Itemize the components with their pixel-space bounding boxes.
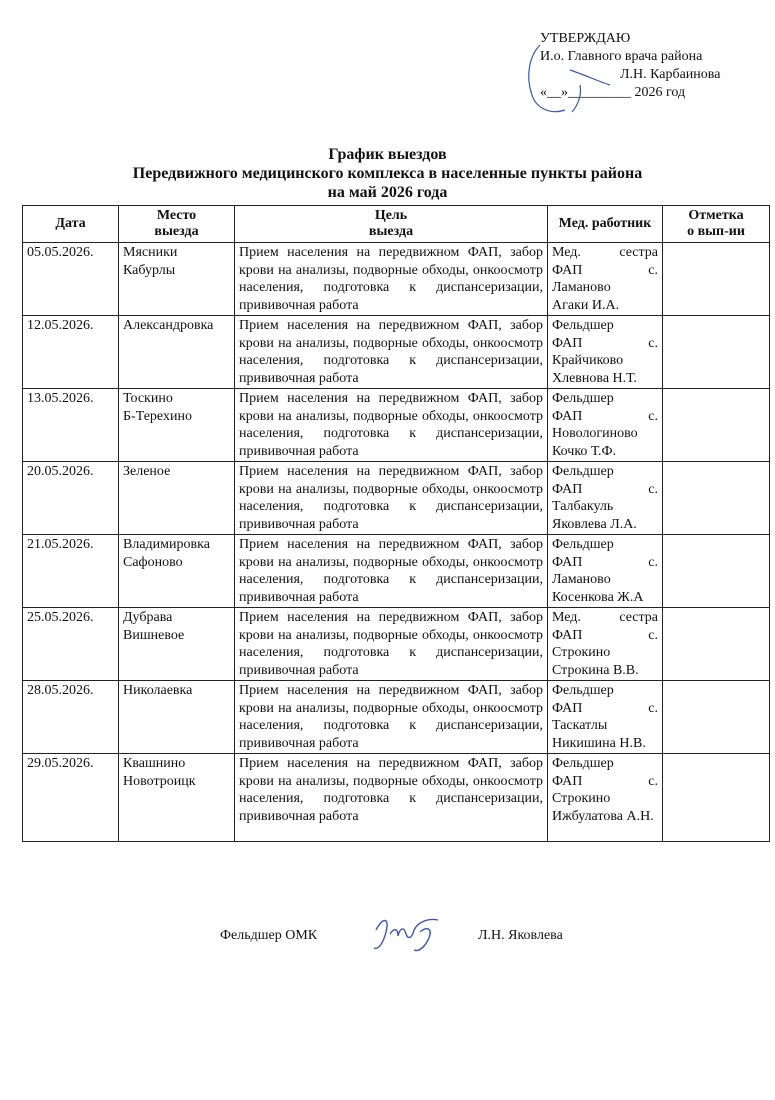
worker-name: Агаки И.А. [552, 297, 620, 313]
header-goal [235, 206, 548, 243]
worker-fap-line [552, 627, 658, 645]
cell-worker [548, 681, 663, 754]
approval-heading: УТВЕРЖДАЮ [540, 31, 631, 46]
cell-date: 12.05.2026. [23, 316, 119, 389]
worker-place: Крайчиково [552, 353, 624, 368]
worker-role-word-1: Фельдшер [552, 318, 614, 333]
worker-role-word-1: Фельдшер [552, 683, 614, 698]
cell-worker [548, 243, 663, 316]
worker-fap-word-1: ФАП [552, 554, 583, 570]
cell-date: 21.05.2026. [23, 535, 119, 608]
cell-goal: Прием населения на передвижном ФАП, забор крови на анализы, подворные обходы, онкоосмотр населения, подготовка к диспансеризации, прививочная работа [235, 316, 548, 389]
worker-role-word-1: Фельдшер [552, 391, 614, 406]
cell-goal: Прием населения на передвижном ФАП, забор крови на анализы, подворные обходы, онкоосмотр населения, подготовка к диспансеризации, прививочная работа [235, 243, 548, 316]
cell-place [119, 389, 235, 462]
cell-goal: Прием населения на передвижном ФАП, забор крови на анализы, подворные обходы, онкоосмотр населения, подготовка к диспансеризации, прививочная работа [235, 535, 548, 608]
header-place-line-2: выезда [154, 224, 199, 239]
table-row [23, 243, 770, 316]
worker-role-word-1: Фельдшер [552, 464, 614, 479]
cell-goal: Прием населения на передвижном ФАП, забор крови на анализы, подворные обходы, онкоосмотр населения, подготовка к диспансеризации, прививочная работа [235, 681, 548, 754]
worker-fap-word-1: ФАП [552, 335, 583, 351]
cell-place [119, 608, 235, 681]
worker-fap-word-1: ФАП [552, 408, 583, 424]
place-line-1: Владимировка [123, 537, 210, 552]
cell-goal: Прием населения на передвижном ФАП, забор крови на анализы, подворные обходы, онкоосмотр населения, подготовка к диспансеризации, прививочная работа [235, 608, 548, 681]
worker-place: Талбакуль [552, 499, 614, 514]
worker-name: Строкина В.В. [552, 662, 639, 678]
cell-place [119, 535, 235, 608]
cell-place [119, 754, 235, 842]
worker-fap-word-2: с. [648, 335, 658, 351]
place-line-2: Кабурлы [123, 262, 176, 278]
worker-place: Строкино [552, 645, 611, 660]
worker-fap-word-2: с. [648, 554, 658, 570]
footer-name: Л.Н. Яковлева [478, 928, 563, 943]
worker-role-line [552, 244, 658, 262]
worker-fap-line [552, 554, 658, 572]
worker-fap-line [552, 773, 658, 791]
cell-mark [663, 389, 770, 462]
worker-fap-line [552, 481, 658, 499]
table-row [23, 535, 770, 608]
worker-fap-word-2: с. [648, 700, 658, 716]
header-mark-line-1: Отметка [688, 208, 744, 223]
header-mark-line-2: о вып-ии [687, 224, 745, 239]
worker-role-word-1: Фельдшер [552, 537, 614, 552]
header-goal-line-1: Цель [374, 208, 408, 223]
worker-place: Новологиново [552, 426, 638, 441]
worker-fap-word-1: ФАП [552, 700, 583, 716]
worker-role-word-2: сестра [619, 245, 658, 260]
place-line-1: Александровка [123, 318, 214, 333]
worker-role-word-2: сестра [619, 610, 658, 625]
cell-date: 20.05.2026. [23, 462, 119, 535]
worker-role-line [552, 463, 658, 481]
worker-role-line [552, 609, 658, 627]
worker-role-word-1: Фельдшер [552, 756, 614, 771]
place-line-1: Николаевка [123, 683, 193, 698]
worker-role-line [552, 317, 658, 335]
worker-name: Кочко Т.Ф. [552, 443, 617, 459]
cell-mark [663, 316, 770, 389]
worker-place: Ламаново [552, 280, 611, 295]
worker-fap-word-1: ФАП [552, 627, 583, 643]
approval-date-line: «__»_________ 2026 год [540, 85, 686, 100]
place-line-2: Сафоново [123, 554, 183, 570]
cell-place [119, 316, 235, 389]
worker-role-line [552, 536, 658, 554]
place-line-1: Дубрава [123, 610, 173, 625]
table-header-row [23, 206, 770, 243]
header-place [119, 206, 235, 243]
worker-fap-word-2: с. [648, 408, 658, 424]
worker-fap-word-1: ФАП [552, 262, 583, 278]
cell-mark [663, 608, 770, 681]
header-mark [663, 206, 770, 243]
place-line-1: Зеленое [123, 464, 171, 479]
cell-date: 25.05.2026. [23, 608, 119, 681]
worker-fap-line [552, 335, 658, 353]
table-row [23, 754, 770, 842]
schedule-table [22, 205, 770, 842]
cell-place [119, 243, 235, 316]
cell-worker [548, 535, 663, 608]
header-place-line-1: Место [156, 208, 197, 223]
worker-name: Никишина Н.В. [552, 735, 646, 751]
cell-goal: Прием населения на передвижном ФАП, забор крови на анализы, подворные обходы, онкоосмотр населения, подготовка к диспансеризации, прививочная работа [235, 754, 548, 842]
table-row [23, 316, 770, 389]
cell-mark [663, 681, 770, 754]
footer-signature-icon [368, 910, 448, 955]
place-line-2: Вишневое [123, 627, 185, 643]
cell-date: 29.05.2026. [23, 754, 119, 842]
cell-mark [663, 462, 770, 535]
document-title [0, 145, 775, 202]
cell-mark [663, 243, 770, 316]
cell-place [119, 681, 235, 754]
approval-role: И.о. Главного врача района [540, 49, 703, 64]
worker-role-word-1: Мед. [552, 610, 581, 625]
place-line-1: Мясники [123, 245, 178, 260]
title-line-2: Передвижного медицинского комплекса в населенные пункты района [132, 165, 643, 182]
place-line-1: Тоскино [123, 391, 173, 406]
place-line-1: Квашнино [123, 756, 186, 771]
cell-worker [548, 608, 663, 681]
cell-date: 28.05.2026. [23, 681, 119, 754]
worker-place: Строкино [552, 791, 611, 806]
table-row [23, 389, 770, 462]
worker-place: Ламаново [552, 572, 611, 587]
title-line-3: на май 2026 года [327, 184, 448, 201]
cell-worker [548, 462, 663, 535]
cell-place [119, 462, 235, 535]
worker-role-word-1: Мед. [552, 245, 581, 260]
cell-goal: Прием населения на передвижном ФАП, забор крови на анализы, подворные обходы, онкоосмотр населения, подготовка к диспансеризации, прививочная работа [235, 389, 548, 462]
cell-goal: Прием населения на передвижном ФАП, забор крови на анализы, подворные обходы, онкоосмотр населения, подготовка к диспансеризации, прививочная работа [235, 462, 548, 535]
cell-mark [663, 535, 770, 608]
cell-mark [663, 754, 770, 842]
worker-role-line [552, 390, 658, 408]
schedule-body [23, 243, 770, 842]
header-worker: Мед. работник [548, 206, 663, 243]
worker-name: Ижбулатова А.Н. [552, 808, 654, 824]
worker-place: Таскатлы [552, 718, 608, 733]
cell-worker [548, 389, 663, 462]
worker-fap-word-1: ФАП [552, 481, 583, 497]
header-date: Дата [23, 206, 119, 243]
place-line-2: Б-Терехино [123, 408, 192, 424]
header-goal-line-2: выезда [368, 224, 414, 239]
place-line-2: Новотроицк [123, 773, 196, 789]
worker-fap-word-2: с. [648, 262, 658, 278]
table-row [23, 608, 770, 681]
approval-signature-icon [510, 40, 620, 120]
worker-fap-word-2: с. [648, 481, 658, 497]
worker-fap-word-1: ФАП [552, 773, 583, 789]
title-line-1: График выездов [328, 146, 447, 163]
worker-name: Хлевнова Н.Т. [552, 370, 637, 386]
worker-fap-line [552, 700, 658, 718]
worker-name: Яковлева Л.А. [552, 516, 637, 532]
cell-date: 13.05.2026. [23, 389, 119, 462]
worker-fap-line [552, 262, 658, 280]
worker-fap-line [552, 408, 658, 426]
cell-date: 05.05.2026. [23, 243, 119, 316]
footer-role: Фельдшер ОМК [220, 928, 318, 943]
worker-role-line [552, 682, 658, 700]
cell-worker [548, 316, 663, 389]
approval-name: Л.Н. Карбаинова [620, 67, 721, 82]
table-row [23, 681, 770, 754]
worker-name: Косенкова Ж.А [552, 589, 644, 605]
worker-fap-word-2: с. [648, 773, 658, 789]
worker-fap-word-2: с. [648, 627, 658, 643]
worker-role-line [552, 755, 658, 773]
table-row [23, 462, 770, 535]
cell-worker [548, 754, 663, 842]
